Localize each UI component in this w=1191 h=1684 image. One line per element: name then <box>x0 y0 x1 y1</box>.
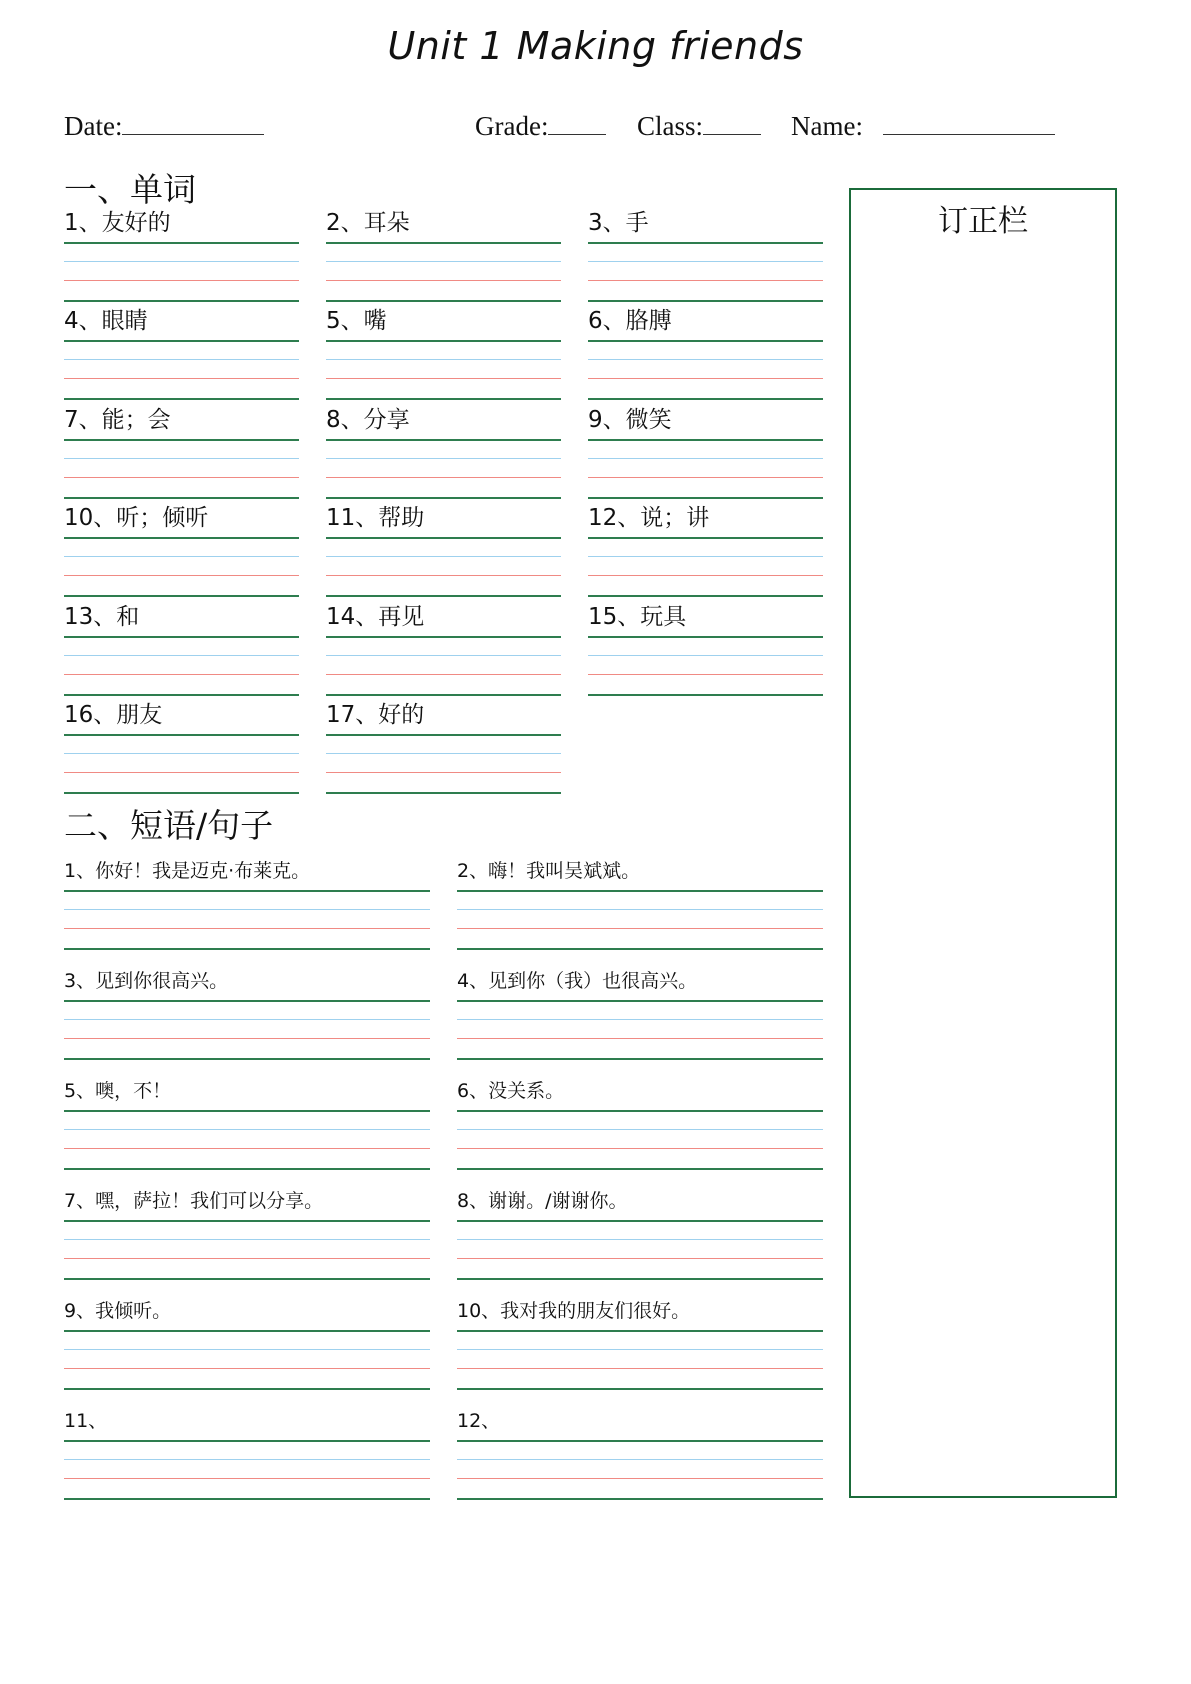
vocabulary-item <box>588 406 823 499</box>
writing-line[interactable] <box>326 575 561 576</box>
item-prompt: 14、再见 <box>326 603 425 630</box>
writing-line[interactable] <box>64 575 299 576</box>
grade-label: Grade: <box>475 111 549 141</box>
writing-line[interactable] <box>588 537 823 539</box>
writing-line[interactable] <box>326 458 561 459</box>
date-field[interactable] <box>64 108 264 142</box>
writing-line[interactable] <box>64 792 299 794</box>
item-prompt: 11、帮助 <box>326 505 425 532</box>
writing-line[interactable] <box>64 1349 430 1350</box>
vocabulary-item <box>326 308 561 400</box>
writing-line[interactable] <box>457 1110 823 1112</box>
vocabulary-item <box>326 406 561 499</box>
writing-line[interactable] <box>457 1058 823 1060</box>
writing-line[interactable] <box>64 1388 430 1390</box>
writing-line[interactable] <box>588 242 823 244</box>
item-prompt: 12、说；讲 <box>588 505 710 532</box>
writing-line[interactable] <box>588 694 823 696</box>
writing-line[interactable] <box>457 1330 823 1332</box>
item-prompt: 1、友好的 <box>64 210 171 236</box>
writing-line[interactable] <box>64 772 299 773</box>
vocabulary-item <box>326 505 561 597</box>
writing-line[interactable] <box>326 261 561 262</box>
vocabulary-item <box>326 603 561 696</box>
writing-line[interactable] <box>64 734 299 736</box>
sentence-item <box>64 1190 430 1280</box>
writing-line[interactable] <box>326 378 561 379</box>
writing-line[interactable] <box>64 1129 430 1130</box>
writing-line[interactable] <box>588 674 823 675</box>
writing-line[interactable] <box>64 1440 430 1442</box>
writing-line[interactable] <box>457 1440 823 1442</box>
writing-line[interactable] <box>457 928 823 929</box>
writing-line[interactable] <box>326 340 561 342</box>
writing-line[interactable] <box>326 537 561 539</box>
class-blank[interactable] <box>703 108 761 135</box>
writing-line[interactable] <box>64 1019 430 1020</box>
section-sentences-heading: 二、短语/句子 <box>64 806 274 845</box>
item-prompt: 1、你好！我是迈克·布莱克。 <box>64 860 311 882</box>
writing-line[interactable] <box>64 1220 430 1222</box>
writing-line[interactable] <box>64 1478 430 1479</box>
item-prompt: 9、微笑 <box>588 406 672 433</box>
writing-line[interactable] <box>64 280 299 281</box>
date-blank[interactable] <box>122 108 264 135</box>
writing-line[interactable] <box>326 556 561 557</box>
correction-title: 订正栏 <box>938 204 1028 239</box>
writing-line[interactable] <box>64 1459 430 1460</box>
writing-line[interactable] <box>64 890 430 892</box>
sentence-item <box>64 1410 430 1500</box>
item-prompt: 5、噢，不！ <box>64 1080 172 1102</box>
item-prompt: 2、耳朵 <box>326 210 410 236</box>
writing-line[interactable] <box>457 1388 823 1390</box>
sentence-item <box>457 970 823 1060</box>
grade-blank[interactable] <box>548 108 606 135</box>
writing-line[interactable] <box>588 340 823 342</box>
vocabulary-item <box>588 603 823 696</box>
item-prompt: 12、 <box>457 1410 501 1432</box>
writing-line[interactable] <box>588 439 823 441</box>
writing-line[interactable] <box>457 1129 823 1130</box>
writing-line[interactable] <box>457 1239 823 1240</box>
writing-line[interactable] <box>457 1278 823 1280</box>
writing-line[interactable] <box>326 753 561 754</box>
sentence-item <box>457 1300 823 1390</box>
vocabulary-item <box>588 308 823 400</box>
vocabulary-item <box>326 702 561 794</box>
item-prompt: 2、嗨！我叫吴斌斌。 <box>457 860 641 882</box>
writing-line[interactable] <box>588 280 823 281</box>
writing-line[interactable] <box>64 948 430 950</box>
vocabulary-item <box>326 210 561 302</box>
item-prompt: 3、手 <box>588 210 649 236</box>
writing-line[interactable] <box>64 261 299 262</box>
writing-line[interactable] <box>64 909 430 910</box>
writing-line[interactable] <box>457 1349 823 1350</box>
item-prompt: 5、嘴 <box>326 308 387 335</box>
writing-line[interactable] <box>64 1278 430 1280</box>
writing-line[interactable] <box>64 458 299 459</box>
item-prompt: 6、没关系。 <box>457 1080 565 1102</box>
item-prompt: 8、谢谢。/谢谢你。 <box>457 1190 628 1212</box>
section-vocabulary-heading: 一、单词 <box>64 170 196 209</box>
writing-line[interactable] <box>457 1478 823 1479</box>
writing-line[interactable] <box>588 261 823 262</box>
writing-line[interactable] <box>64 1148 430 1149</box>
writing-line[interactable] <box>326 359 561 360</box>
sentence-item <box>64 860 430 950</box>
vocabulary-item <box>64 702 299 794</box>
item-prompt: 9、我倾听。 <box>64 1300 172 1322</box>
writing-line[interactable] <box>457 1038 823 1039</box>
sentence-item <box>64 1300 430 1390</box>
sentence-item <box>64 970 430 1060</box>
writing-line[interactable] <box>64 1038 430 1039</box>
date-label: Date: <box>64 111 123 141</box>
writing-line[interactable] <box>326 674 561 675</box>
item-prompt: 16、朋友 <box>64 702 163 728</box>
item-prompt: 4、眼睛 <box>64 308 148 335</box>
writing-line[interactable] <box>64 674 299 675</box>
item-prompt: 3、见到你很高兴。 <box>64 970 229 992</box>
vocabulary-item <box>64 406 299 499</box>
name-field[interactable] <box>791 108 1055 142</box>
writing-line[interactable] <box>64 556 299 557</box>
item-prompt: 10、我对我的朋友们很好。 <box>457 1300 691 1322</box>
class-field[interactable] <box>637 108 761 142</box>
sentence-item <box>457 1410 823 1500</box>
name-blank[interactable] <box>883 108 1055 135</box>
writing-line[interactable] <box>457 1168 823 1170</box>
writing-line[interactable] <box>588 378 823 379</box>
class-label: Class: <box>637 111 704 141</box>
writing-line[interactable] <box>64 1168 430 1170</box>
writing-line[interactable] <box>64 378 299 379</box>
writing-line[interactable] <box>588 556 823 557</box>
writing-line[interactable] <box>457 1148 823 1149</box>
writing-line[interactable] <box>457 890 823 892</box>
vocabulary-item <box>64 308 299 400</box>
writing-line[interactable] <box>64 537 299 539</box>
item-prompt: 11、 <box>64 1410 108 1432</box>
grade-field[interactable] <box>475 108 606 142</box>
item-prompt: 7、嘿，萨拉！我们可以分享。 <box>64 1190 324 1212</box>
writing-line[interactable] <box>64 359 299 360</box>
writing-line[interactable] <box>64 242 299 244</box>
writing-line[interactable] <box>588 636 823 638</box>
writing-line[interactable] <box>64 1000 430 1002</box>
sentence-item <box>457 1080 823 1170</box>
writing-line[interactable] <box>457 1368 823 1369</box>
writing-line[interactable] <box>64 1239 430 1240</box>
writing-line[interactable] <box>457 1498 823 1500</box>
vocabulary-item <box>588 210 823 302</box>
writing-line[interactable] <box>457 1220 823 1222</box>
writing-line[interactable] <box>326 772 561 773</box>
item-prompt: 17、好的 <box>326 702 425 728</box>
writing-line[interactable] <box>64 636 299 638</box>
sentence-item <box>64 1080 430 1170</box>
writing-line[interactable] <box>588 477 823 478</box>
writing-line[interactable] <box>64 439 299 441</box>
writing-line[interactable] <box>588 575 823 576</box>
writing-line[interactable] <box>64 1058 430 1060</box>
item-prompt: 7、能；会 <box>64 406 171 433</box>
writing-line[interactable] <box>326 477 561 478</box>
writing-line[interactable] <box>64 753 299 754</box>
correction-box[interactable] <box>849 188 1117 1498</box>
writing-line[interactable] <box>588 458 823 459</box>
writing-line[interactable] <box>588 655 823 656</box>
writing-line[interactable] <box>326 655 561 656</box>
writing-line[interactable] <box>64 340 299 342</box>
writing-line[interactable] <box>64 1110 430 1112</box>
item-prompt: 4、见到你（我）也很高兴。 <box>457 970 698 992</box>
writing-line[interactable] <box>326 792 561 794</box>
item-prompt: 6、胳膊 <box>588 308 672 335</box>
sentence-item <box>457 1190 823 1280</box>
item-prompt: 15、玩具 <box>588 603 687 630</box>
vocabulary-item <box>64 505 299 597</box>
name-label: Name: <box>791 111 863 141</box>
writing-line[interactable] <box>457 1019 823 1020</box>
writing-line[interactable] <box>326 280 561 281</box>
writing-line[interactable] <box>457 909 823 910</box>
writing-line[interactable] <box>326 242 561 244</box>
writing-line[interactable] <box>64 928 430 929</box>
writing-line[interactable] <box>64 655 299 656</box>
writing-line[interactable] <box>64 1498 430 1500</box>
vocabulary-item <box>588 505 823 597</box>
item-prompt: 8、分享 <box>326 406 410 433</box>
writing-line[interactable] <box>64 1330 430 1332</box>
writing-line[interactable] <box>326 734 561 736</box>
writing-line[interactable] <box>457 1459 823 1460</box>
writing-line[interactable] <box>64 477 299 478</box>
writing-line[interactable] <box>64 1368 430 1369</box>
writing-line[interactable] <box>588 359 823 360</box>
item-prompt: 10、听；倾听 <box>64 505 209 532</box>
writing-line[interactable] <box>457 948 823 950</box>
sentence-item <box>457 860 823 950</box>
writing-line[interactable] <box>326 636 561 638</box>
vocabulary-item <box>64 210 299 302</box>
vocabulary-item <box>64 603 299 696</box>
writing-line[interactable] <box>457 1000 823 1002</box>
writing-line[interactable] <box>64 1258 430 1259</box>
writing-line[interactable] <box>326 439 561 441</box>
item-prompt: 13、和 <box>64 603 140 630</box>
worksheet-title: Unit 1 Making friends <box>387 24 804 68</box>
writing-line[interactable] <box>457 1258 823 1259</box>
